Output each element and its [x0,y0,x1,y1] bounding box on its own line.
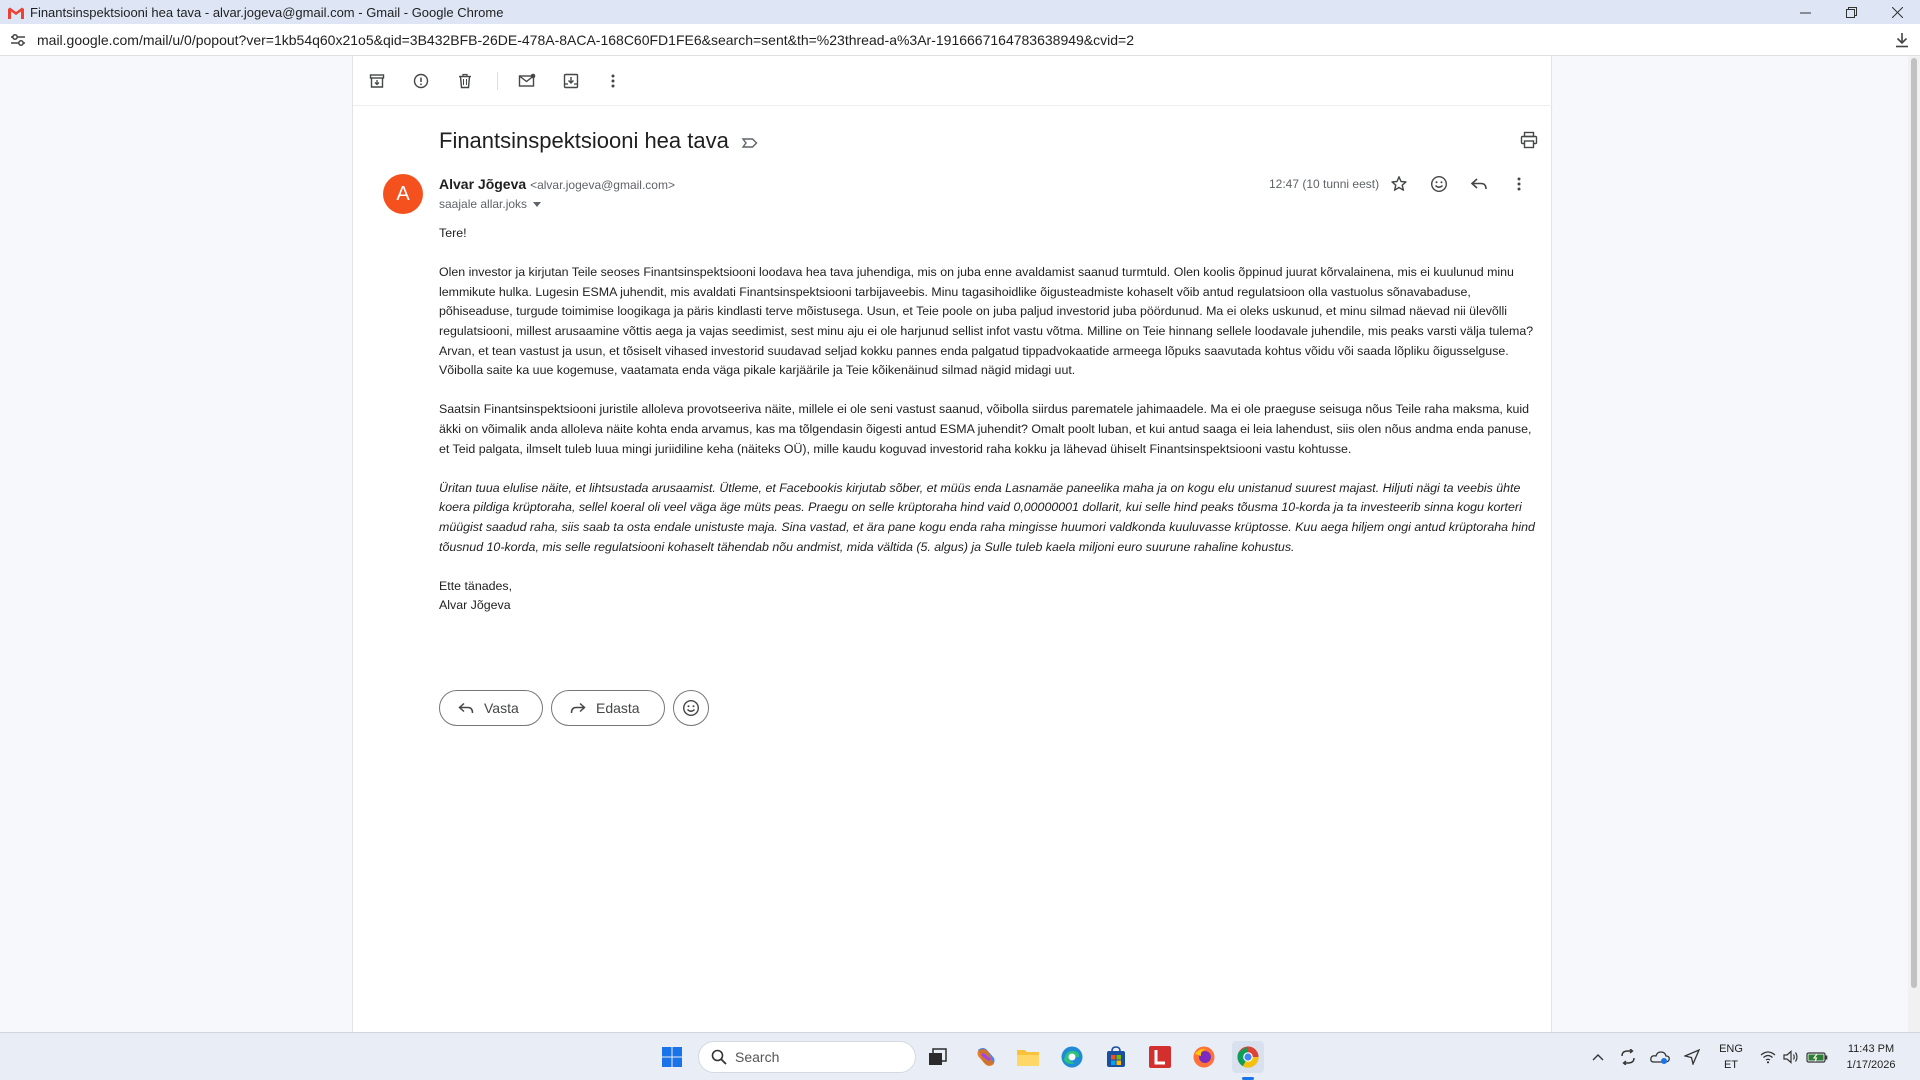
greeting: Tere! [439,226,467,240]
more-options-icon[interactable] [601,69,625,93]
file-explorer-icon[interactable] [1012,1041,1044,1073]
taskbar [0,1032,1920,1080]
gmail-icon [8,6,24,18]
mark-unread-icon[interactable] [515,69,539,93]
chrome-icon[interactable] [1232,1041,1264,1073]
message-time: 12:47 (10 tunni eest) [1269,177,1380,191]
url-text[interactable]: mail.google.com/mail/u/0/popout?ver=1kb54q60x21o5&qid=3B432BFB-26DE-478A-8ACA-168C60FD1FE6&search=sent&th=%23thread-a%3Ar-1916667164783638949&cvid=2 [37,31,1135,48]
sender-email: <alvar.jogeva@gmail.com> [530,178,675,192]
onedrive-icon[interactable] [1648,1041,1672,1073]
lastpass-l-icon[interactable] [1144,1041,1176,1073]
reply-icon [458,701,474,715]
address-bar [0,24,1920,56]
search-icon [711,1049,727,1065]
toolbar-divider [497,72,498,90]
edge-browser-icon[interactable] [1056,1041,1088,1073]
scrollbar-thumb[interactable] [1911,58,1917,988]
message-more-icon[interactable] [1507,172,1531,196]
body-paragraph: Olen investor ja kirjutan Teile seoses Finantsinspektsiooni loodava hea tava juhendiga, mis on juba enne avaldamist saanud turmtuld. Olen koolis õppinud juurat kõrvalainena, mis ei kuulunud minu lemmikute hulka. Lugesin ESMA juhendit, mis avaldati Finantsinspektsiooni tarbijaveebis. Minu tagasihoidlike õigusteadmiste kohaselt võib antud regulatsioon olla vastuolus sõnavabaduse, põhiseaduse, turgude toimimise loogikaga ja päris kindlasti terve mõistusega. Usun, et Teie poole on juba paljud investorid juba pöördunud. Ma ei oleks uskunud, et minu silmad näevad nii ülevõlli regulatsiooni, millest arusaamine võttis aega ja vajas seedimist, sest minu aju ei ole harjunud sellist infot vastu võtma. Milline on Teie hinnang sellele loodavale juhendile, mis peaks varsti välja tulema? Arvan, et tean vastust ja usun, et tõsiselt vihased investorid suudavad seljad kokku pannes enda palgatud tippadvokaatide armeega lõpuks saavutada kohtus võidu või saada lõpliku õigusselguse. Võibolla saite ka uue kogemuse, vaatamata enda väga pikale karjäärile ja Teie kõikenäinud silmad nägid midagi uut. [439,265,1534,378]
minimize-button[interactable] [1782,0,1828,24]
reply-icon[interactable] [1467,172,1491,196]
message-subject: Finantsinspektsiooni hea tava [439,128,729,153]
reply-label: Vasta [484,700,519,716]
print-icon[interactable] [1519,130,1539,150]
reply-button[interactable] [439,690,543,726]
chevron-down-icon[interactable] [533,202,541,207]
location-icon[interactable] [1680,1041,1704,1073]
recipients-text: saajale allar.joks [439,197,528,211]
recipients-line[interactable] [439,197,541,211]
sender-name[interactable]: Alvar Jõgeva [439,176,527,192]
forward-label: Edasta [596,700,640,716]
clock-time: 11:43 PM [1847,1043,1895,1055]
add-reaction-icon[interactable] [1427,172,1451,196]
battery-icon[interactable] [1804,1041,1830,1073]
volume-icon[interactable] [1780,1041,1802,1073]
language-code: ENG [1719,1043,1743,1055]
signature: Alvar Jõgeva [439,598,511,613]
firefox-icon[interactable] [1188,1041,1220,1073]
maximize-button[interactable] [1828,0,1874,24]
body-paragraph: Saatsin Finantsinspektsiooni juristile alloleva provotseeriva näite, millele ei ole seni vastust saanud, võibolla siirdus parematele jahimaadele. Ma ei ole praeguse seisuga nõus Teile raha maksma, kuid äkki on võimalik anda alloleva näite kohta enda arvamus, kas ma tõlgendasin õigesti antud ESMA juhendit? Omalt poolt luban, et kui antud saaga ei leia lahendust, siis olen nõus andma enda panuse, et Teid palgata, ilmselt tuleb luua mingi juriidiline keha (näiteks OÜ), mille kaudu koguvad investorid raha kokku ja lähevad ühiselt Finantsinspektsiooni vastu kohtusse. [439,402,1532,456]
search-label: Search [735,1049,780,1065]
emoji-icon [682,699,700,717]
message-toolbar [353,56,1553,106]
sender-line [439,176,675,192]
window-titlebar [0,0,1920,24]
move-to-icon[interactable] [559,69,583,93]
window-title: Finantsinspektsiooni hea tava - alvar.jogeva@gmail.com - Gmail - Google Chrome [30,4,504,20]
clock-date: 1/17/2026 [1846,1059,1896,1071]
system-clock[interactable] [1836,1041,1906,1073]
copilot-icon[interactable] [970,1041,1002,1073]
forward-button[interactable] [551,690,665,726]
keyboard-layout: ET [1723,1059,1739,1071]
page-area [0,56,1920,1032]
input-language[interactable] [1716,1041,1746,1073]
delete-icon[interactable] [453,69,477,93]
microsoft-store-icon[interactable] [1100,1041,1132,1073]
message-pane [352,56,1552,1032]
avatar[interactable]: A [383,174,423,214]
message-body [439,224,1539,616]
signoff: Ette tänades, [439,578,513,593]
important-marker-icon[interactable] [741,134,759,152]
wifi-icon[interactable] [1758,1041,1778,1073]
task-view-icon[interactable] [922,1041,954,1073]
download-icon[interactable] [1892,30,1912,50]
close-window-button[interactable] [1874,0,1920,24]
body-paragraph-example: Üritan tuua elulise näite, et lihtsustada arusaamist. Ütleme, et Facebookis kirjutab sõber, et müüs enda Lasnamäe paneelika maha ja on kogu elu unistanud suurest majast. Hiljuti nägi ta veebis ühte koera pildiga krüptoraha, sellel koeral oli veel väga äge müts peas. Praegu on selle krüptoraha hind vaid 0,00000001 dollarit, kui selle hind peaks tõusma 10-korda ja ta investeerib sinna kogu korteri müügist saadud raha, siis saab ta osta endale unistuste maja. Sina vastad, et ära pane kogu enda raha mingisse huumori valdkonda kuuluvasse krüptosse. Kuu aega hiljem ongi antud krüptoraha hind tõusnud 10-korda, mis selle regulatsiooni kohaselt tähendab nõu andmist, mida vältida (5. algus) ja Sulle tuleb kaela miljoni euro suurune rahaline kohustus. [439,480,1535,554]
chevron-up-icon[interactable] [1586,1041,1610,1073]
star-icon[interactable] [1387,172,1411,196]
report-spam-icon[interactable] [409,69,433,93]
sync-icon[interactable] [1616,1041,1640,1073]
taskbar-search[interactable] [698,1041,916,1073]
archive-icon[interactable] [365,69,389,93]
forward-icon [570,701,586,715]
emoji-reaction-button[interactable] [673,690,709,726]
page-scrollbar[interactable] [1908,56,1920,1032]
site-settings-icon[interactable] [9,31,27,49]
windows-start-icon[interactable] [656,1041,688,1073]
